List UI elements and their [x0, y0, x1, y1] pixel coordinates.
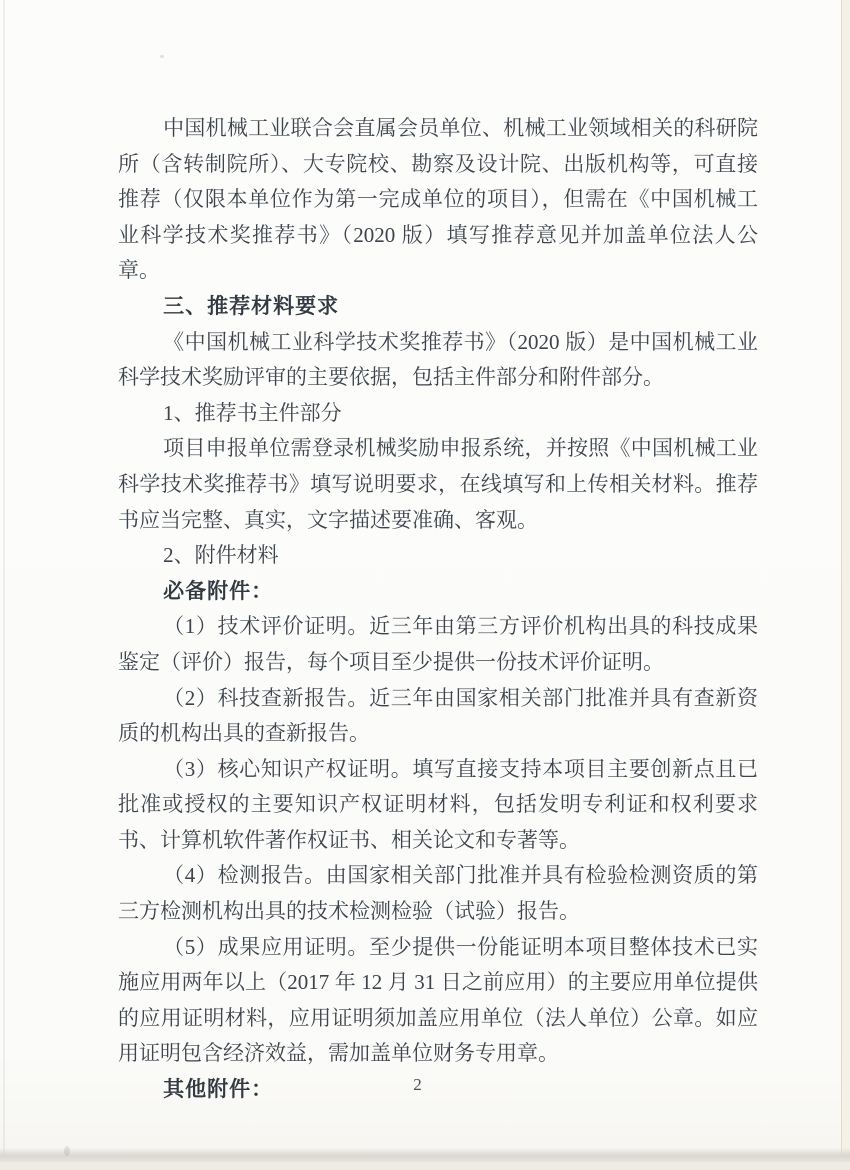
- page-number: 2: [413, 1075, 423, 1094]
- document-body: [118, 111, 758, 1108]
- paragraph-item-1-tech-evaluation: （1）技术评价证明。近三年由第三方评价机构出具的科技成果鉴定（评价）报告，每个项目至少提供一份技术评价证明。: [118, 614, 758, 674]
- label-other-attachments: 其他附件：: [163, 1078, 274, 1102]
- paragraph-item-3-ip-certificates: （3）核心知识产权证明。填写直接支持本项目主要创新点且已批准或授权的主要知识产权证明材料，包括发明专利证和权利要求书、计算机软件著作权证书、相关论文和专著等。: [118, 756, 758, 852]
- scan-noise-speck: [64, 1146, 70, 1156]
- scan-noise-speck: [160, 55, 164, 58]
- scan-edge-left: [3, 0, 5, 1170]
- subheading-main-part: 1、推荐书主件部分: [163, 400, 342, 425]
- scan-band-bottom: [0, 1148, 850, 1162]
- paragraph-recommendation-book-basis: 《中国机械工业科学技术奖推荐书》（2020 版）是中国机械工业科学技术奖励评审的主要依据，包括主件部分和附件部分。: [118, 329, 758, 390]
- scan-edge-right: [841, 0, 850, 1170]
- subheading-attachments: 2、附件材料: [163, 543, 279, 568]
- paragraph-item-4-test-report: （4）检测报告。由国家相关部门批准并具有检验检测资质的第三方检测机构出具的技术检测检验（试验）报告。: [118, 863, 758, 924]
- paragraph-item-2-novelty-report: （2）科技查新报告。近三年由国家相关部门批准并具有查新资质的机构出具的查新报告。: [118, 685, 758, 746]
- paragraph-direct-recommendation: 中国机械工业联合会直属会员单位、机械工业领域相关的科研院所（含转制院所）、大专院校、勘察及设计院、出版机构等，可直接推荐（仅限本单位作为第一完成单位的项目），但需在《中国机械工业科学技术奖推荐书》（2020 版）填写推荐意见并加盖单位法人公章。: [118, 116, 758, 283]
- label-required-attachments: 必备附件：: [163, 579, 274, 603]
- section-heading-materials-requirements: 三、推荐材料要求: [163, 294, 340, 318]
- paragraph-item-5-application-proof: （5）成果应用证明。至少提供一份能证明本项目整体技术已实施应用两年以上（2017 年 12 月 31 日之前应用）的主要应用单位提供的应用证明材料，应用证明须加盖应用单位（法人单位）公章。如应用证明包含经济效益，需加盖单位财务专用章。: [118, 934, 758, 1066]
- paragraph-online-filling: 项目申报单位需登录机械奖励申报系统，并按照《中国机械工业科学技术奖推荐书》填写说明要求，在线填写和上传相关材料。推荐书应当完整、真实，文字描述要准确、客观。: [118, 436, 758, 532]
- scan-band-bottom-under: [0, 1162, 850, 1170]
